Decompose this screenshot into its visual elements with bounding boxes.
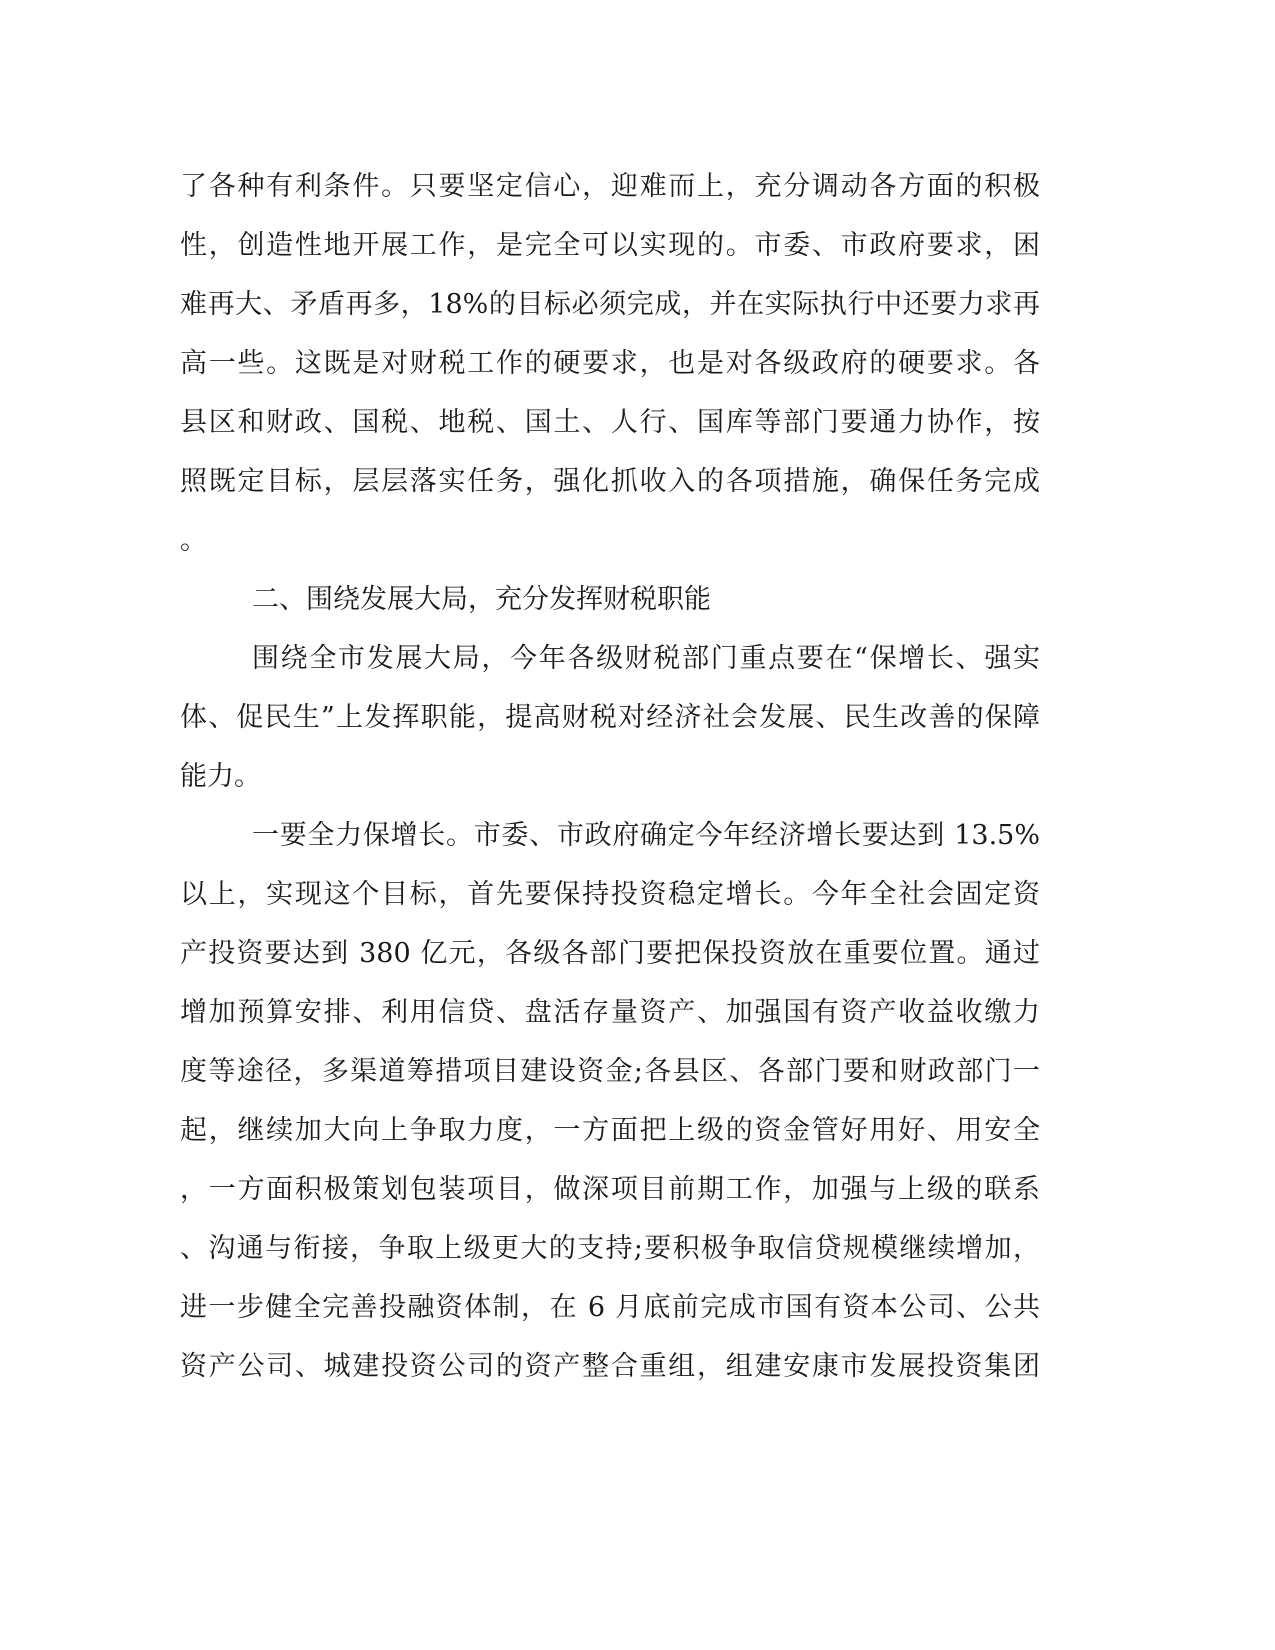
text-line: 一要全力保增长。市委、市政府确定今年经济增长要达到 13.5% (252, 820, 1040, 851)
text-line: ，一方面积极策划包装项目，做深项目前期工作，加强与上级的联系 (180, 1174, 1040, 1205)
text-line: 增加预算安排、利用信贷、盘活存量资产、加强国有资产收益收缴力 (180, 997, 1040, 1028)
text-line: 性，创造性地开展工作，是完全可以实现的。市委、市政府要求，困 (180, 230, 1040, 261)
section-heading: 二、围绕发展大局，充分发挥财税职能 (252, 584, 711, 615)
text-line: 以上，实现这个目标，首先要保持投资稳定增长。今年全社会固定资 (180, 879, 1040, 910)
text-line: 起，继续加大向上争取力度，一方面把上级的资金管好用好、用安全 (180, 1115, 1040, 1146)
text-line: 产投资要达到 380 亿元，各级各部门要把保投资放在重要位置。通过 (180, 938, 1040, 969)
text-line: 体、促民生”上发挥职能，提高财税对经济社会发展、民生改善的保障 (180, 702, 1040, 733)
text-line: 难再大、矛盾再多，18%的目标必须完成，并在实际执行中还要力求再 (180, 289, 1040, 320)
text-line: 进一步健全完善投融资体制，在 6 月底前完成市国有资本公司、公共 (180, 1292, 1040, 1323)
text-line: 了各种有利条件。只要坚定信心，迎难而上，充分调动各方面的积极 (180, 171, 1040, 202)
text-line: 资产公司、城建投资公司的资产整合重组，组建安康市发展投资集团 (180, 1351, 1040, 1382)
text-line: 高一些。这既是对财税工作的硬要求，也是对各级政府的硬要求。各 (180, 348, 1040, 379)
text-line: 照既定目标，层层落实任务，强化抓收入的各项措施，确保任务完成 (180, 466, 1040, 497)
text-line: 、沟通与衔接，争取上级更大的支持;要积极争取信贷规模继续增加， (180, 1233, 1040, 1264)
text-line: 县区和财政、国税、地税、国土、人行、国库等部门要通力协作，按 (180, 407, 1040, 438)
text-line: 围绕全市发展大局，今年各级财税部门重点要在“保增长、强实 (252, 643, 1040, 674)
text-line: 能力。 (180, 761, 261, 792)
text-line: 度等途径，多渠道筹措项目建设资金;各县区、各部门要和财政部门一 (180, 1056, 1040, 1087)
text-line: 。 (180, 525, 207, 556)
body-text (180, 157, 1040, 1396)
